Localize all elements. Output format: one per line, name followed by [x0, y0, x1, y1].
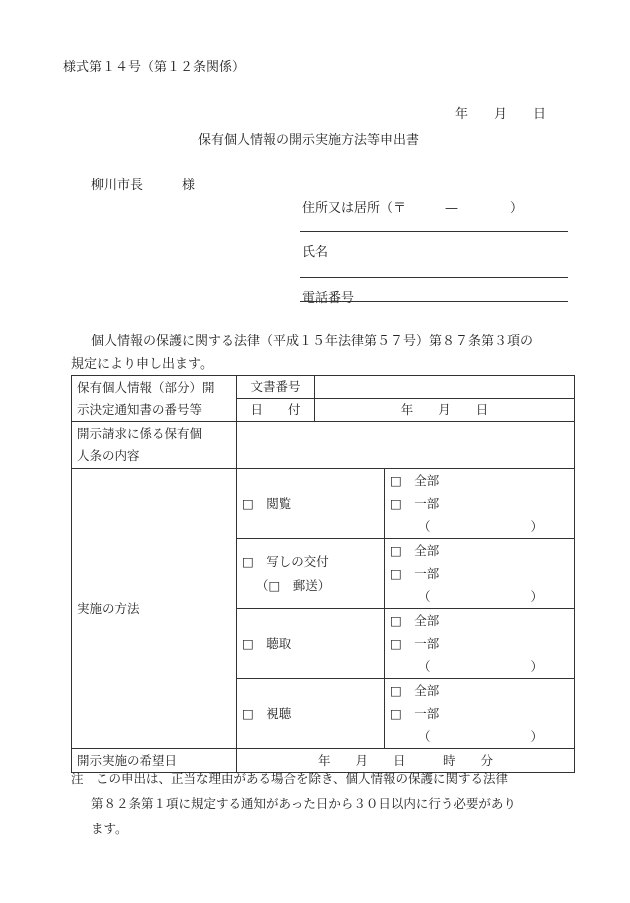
note-line3: ます。 [91, 821, 128, 836]
notice-date-label: 日 付 [237, 399, 315, 422]
request-form-table [71, 375, 575, 773]
request-content-label: 開示請求に係る保有個 人条の内容 [72, 422, 237, 469]
notice-date-field[interactable]: 年 月 日 [315, 399, 575, 422]
method-listening-options [385, 609, 575, 679]
name-line [300, 277, 568, 278]
addressee: 柳川市長 様 [91, 178, 196, 193]
method-viewing-options [385, 469, 575, 539]
method-audiovisual[interactable]: □ 視聴 [237, 679, 385, 749]
method-audiovisual-options [385, 679, 575, 749]
address-label: 住所又は居所（〒 — ） [302, 201, 524, 216]
form-title: 保有個人情報の開示実施方法等申出書 [198, 133, 420, 148]
note-line1: 注 この申出は、正当な理由がある場合を除き、個人情報の保護に関する法律 [71, 771, 509, 786]
body-text-line2: 規定により申し出ます。 [71, 357, 213, 372]
phone-label: 電話番号 [302, 291, 355, 306]
form-style-number: 様式第１４号（第１２条関係） [63, 60, 246, 75]
part-detail-field[interactable]: （ ） [418, 729, 544, 744]
part-detail-field[interactable]: （ ） [418, 589, 544, 604]
checkbox-all[interactable]: □ 全部 [390, 473, 440, 488]
part-detail-field[interactable]: （ ） [418, 519, 544, 534]
method-copy-mail[interactable]: （□ 郵送） [256, 577, 331, 593]
method-listening[interactable]: □ 聴取 [237, 609, 385, 679]
request-content-field[interactable] [237, 422, 575, 469]
checkbox-all[interactable]: □ 全部 [390, 613, 440, 628]
submission-date: 年 月 日 [455, 107, 547, 122]
checkbox-part[interactable]: □ 一部 [390, 706, 440, 721]
doc-number-field[interactable] [315, 376, 575, 399]
desired-date-field[interactable]: 年 月 日 時 分 [237, 749, 575, 773]
note-line2: 第８２条第１項に規定する通知があった日から３０日以内に行う必要があり [91, 796, 516, 811]
method-copy-options [385, 539, 575, 609]
method-copy[interactable]: □ 写しの交付 （□ 郵送） [237, 539, 385, 609]
method-viewing[interactable]: □ 閲覧 [237, 469, 385, 539]
checkbox-part[interactable]: □ 一部 [390, 496, 440, 511]
desired-date-label: 開示実施の希望日 [72, 749, 237, 773]
checkbox-part[interactable]: □ 一部 [390, 636, 440, 651]
phone-line [300, 301, 568, 302]
notice-number-label: 保有個人情報（部分）開 示決定通知書の番号等 [72, 376, 237, 422]
part-detail-field[interactable]: （ ） [418, 659, 544, 674]
checkbox-part[interactable]: □ 一部 [390, 566, 440, 581]
doc-number-label: 文書番号 [237, 376, 315, 399]
method-label: 実施の方法 [72, 469, 237, 749]
name-label: 氏名 [302, 245, 329, 260]
checkbox-all[interactable]: □ 全部 [390, 683, 440, 698]
address-line [300, 231, 568, 232]
checkbox-all[interactable]: □ 全部 [390, 543, 440, 558]
body-text-line1: 個人情報の保護に関する法律（平成１５年法律第５７号）第８７条第３項の [91, 334, 534, 349]
